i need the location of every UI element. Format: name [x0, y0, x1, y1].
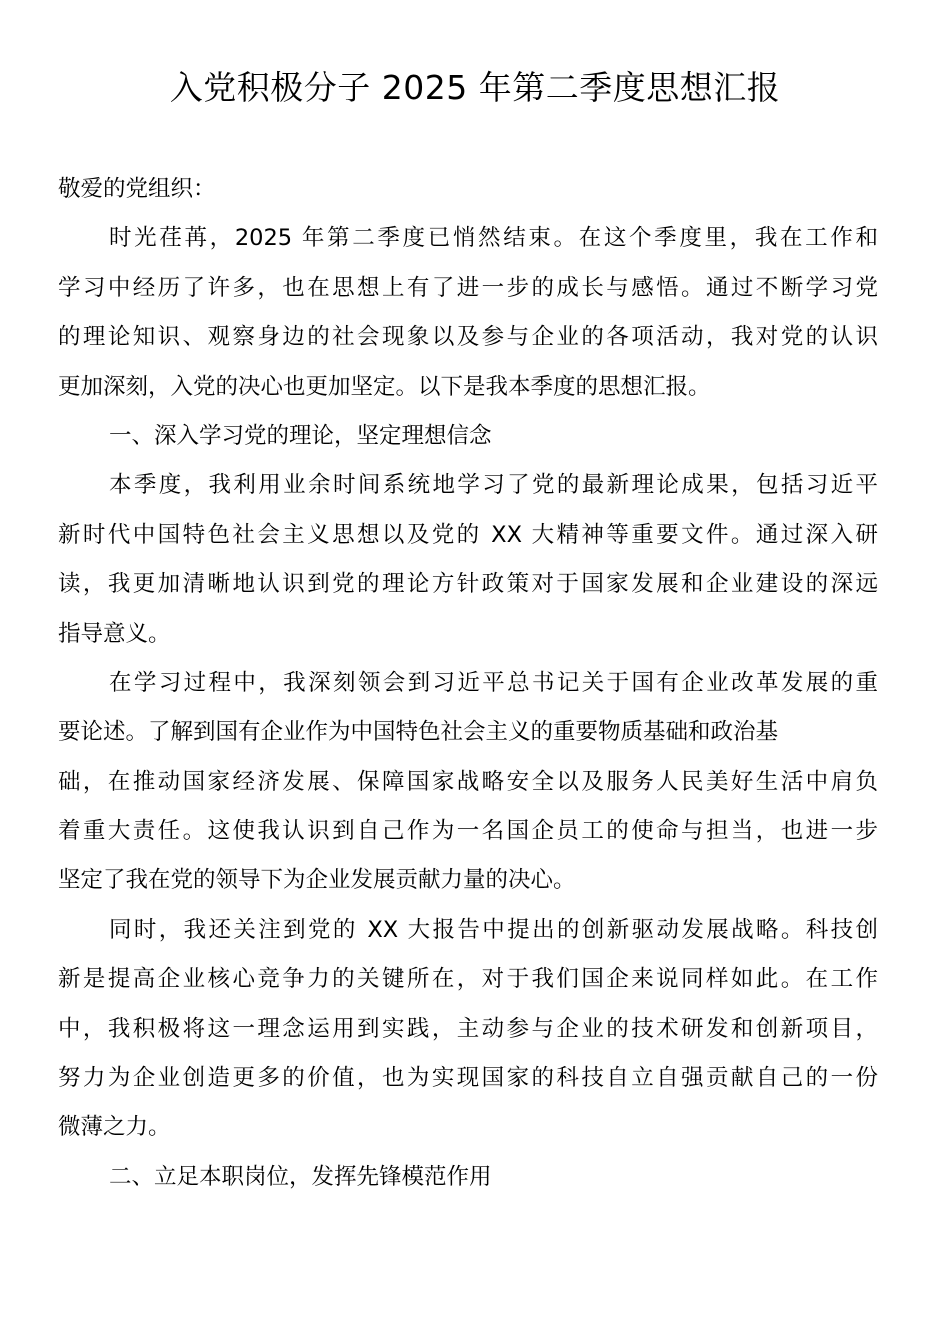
document-title: 入党积极分子 2025 年第二季度思想汇报	[169, 68, 781, 107]
paragraph-line: 坚定了我在党的领导下为企业发展贡献力量的决心。	[58, 867, 576, 894]
paragraph-line: 指导意义。	[58, 620, 171, 647]
paragraph-line: 在学习过程中，我深刻领会到习近平总书记关于国有企业改革发展的重	[109, 669, 878, 696]
paragraph-line: 时光荏苒，2025 年第二季度已悄然结束。在这个季度里，我在工作和	[109, 225, 878, 252]
paragraph-line: 微薄之力。	[58, 1114, 171, 1141]
greeting: 敬爱的党组织：	[58, 176, 216, 202]
paragraph-line: 学习中经历了许多，也在思想上有了进一步的成长与感悟。通过不断学习党	[58, 274, 878, 301]
paragraph-line: 更加深刻，入党的决心也更加坚定。以下是我本季度的思想汇报。	[58, 373, 711, 400]
paragraph-line: 努力为企业创造更多的价值，也为实现国家的科技自立自强贡献自己的一份	[58, 1065, 878, 1092]
paragraph-line: 础，在推动国家经济发展、保障国家战略安全以及服务人民美好生活中肩负	[58, 768, 878, 795]
section-heading-1: 一、深入学习党的理论，坚定理想信念	[109, 422, 492, 449]
section-heading-2: 二、立足本职岗位，发挥先锋模范作用	[109, 1163, 492, 1190]
paragraph-line: 新时代中国特色社会主义思想以及党的 XX 大精神等重要文件。通过深入研	[58, 521, 878, 548]
paragraph-line: 中，我积极将这一理念运用到实践，主动参与企业的技术研发和创新项目，	[58, 1015, 878, 1042]
paragraph-line: 新是提高企业核心竞争力的关键所在，对于我们国企来说同样如此。在工作	[58, 966, 878, 993]
paragraph-line: 要论述。了解到国有企业作为中国特色社会主义的重要物质基础和政治基	[58, 719, 779, 746]
paragraph-line: 本季度，我利用业余时间系统地学习了党的最新理论成果，包括习近平	[109, 472, 878, 499]
paragraph-line: 同时，我还关注到党的 XX 大报告中提出的创新驱动发展战略。科技创	[109, 916, 878, 943]
paragraph-line: 读，我更加清晰地认识到党的理论方针政策对于国家发展和企业建设的深远	[58, 571, 878, 598]
document-body	[58, 165, 878, 1202]
paragraph-line: 着重大责任。这使我认识到自己作为一名国企员工的使命与担当，也进一步	[58, 818, 878, 845]
paragraph-line: 的理论知识、观察身边的社会现象以及参与企业的各项活动，我对党的认识	[58, 324, 878, 351]
